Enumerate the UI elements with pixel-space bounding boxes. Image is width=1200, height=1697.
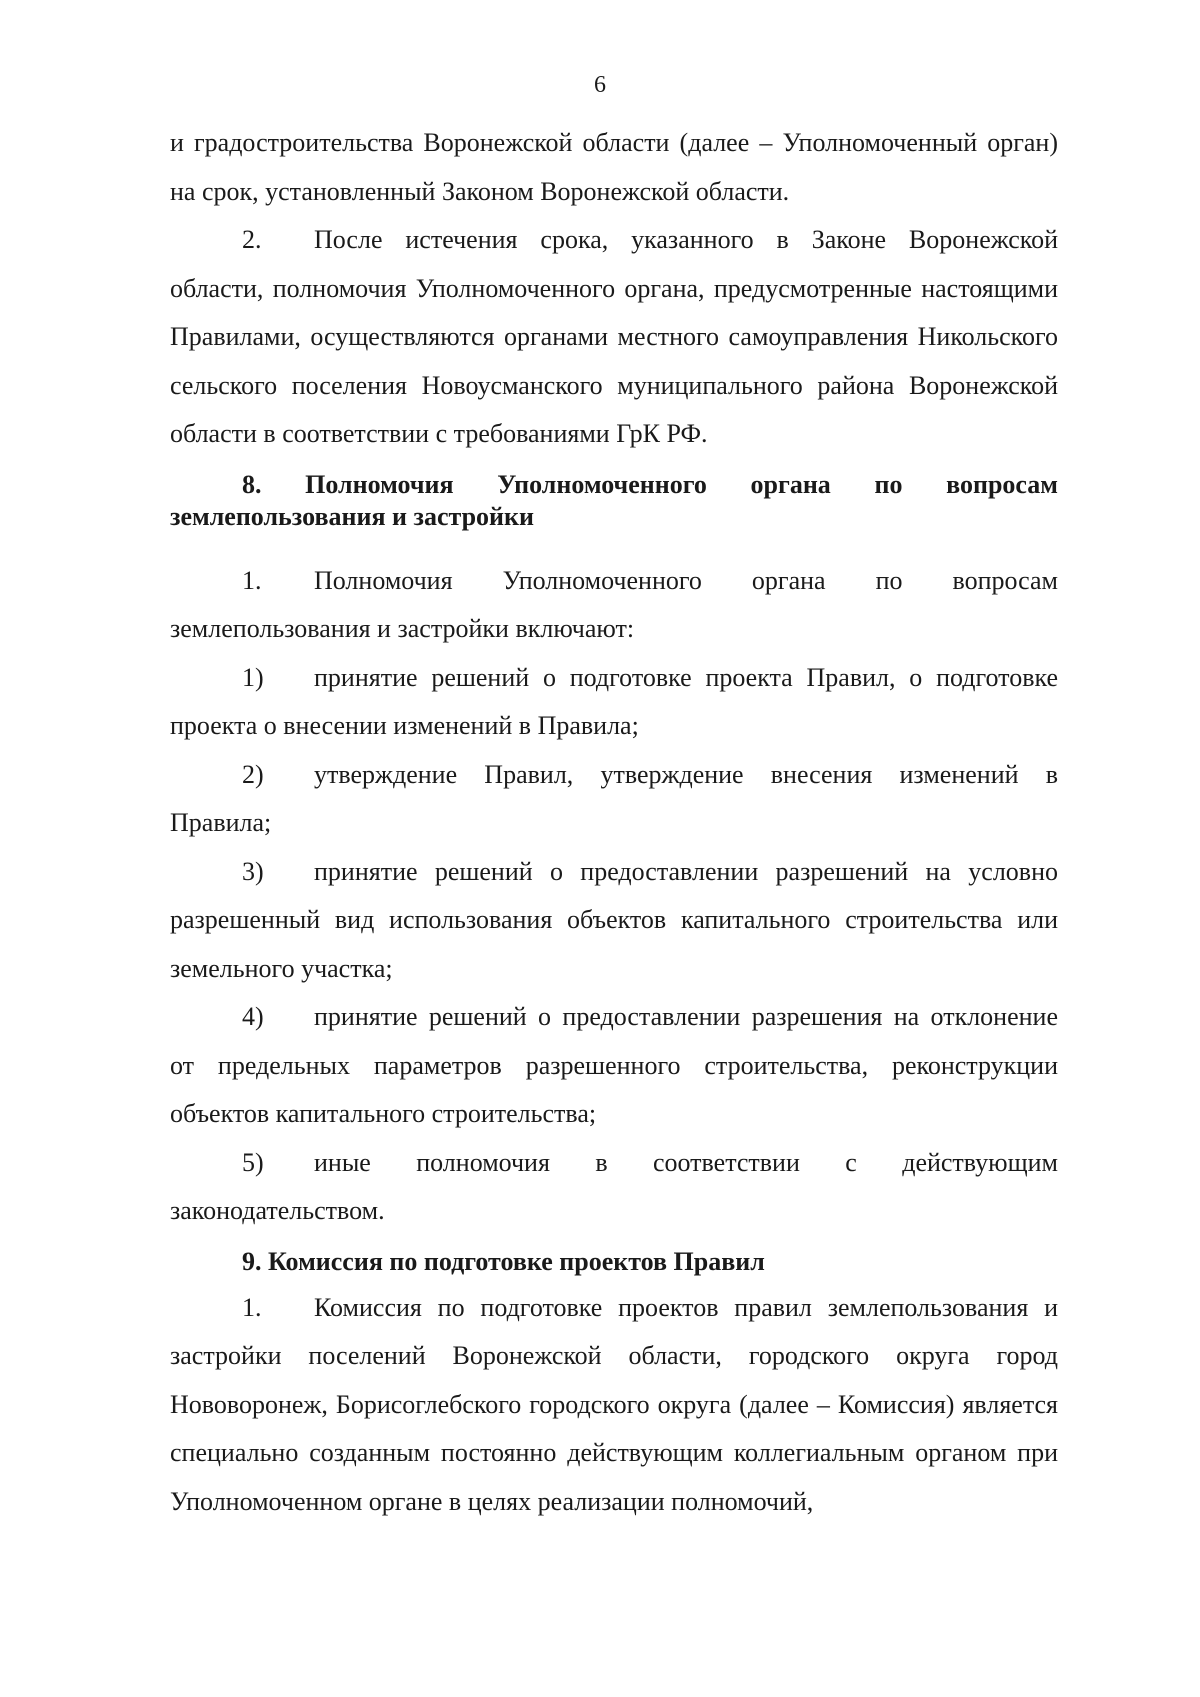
paragraph-continuation	[170, 119, 1058, 216]
paragraph-label: 1.	[242, 565, 262, 595]
document-body	[170, 119, 1058, 1526]
section-8-heading: 8. Полномочия Уполномоченного органа по вопросам землепользования и застройки	[170, 469, 1058, 531]
list-item	[170, 1139, 1058, 1236]
paragraph-item-2	[170, 216, 1058, 459]
section-9-paragraph-1	[170, 1284, 1058, 1527]
list-item	[170, 993, 1058, 1139]
paragraph-label: 1.	[242, 1292, 262, 1322]
list-item-text: принятие решений о предоставлении разрешений на условно разрешенный вид использования объектов капитального строительства или земельного участка;	[170, 856, 1058, 983]
list-item	[170, 848, 1058, 994]
paragraph-text: и градостроительства Воронежской области (далее – Уполномоченный орган) на срок, установленный Законом Воронежской области.	[170, 128, 1058, 206]
list-item	[170, 751, 1058, 848]
list-item	[170, 654, 1058, 751]
list-item-label: 2)	[242, 759, 264, 789]
paragraph-text: Комиссия по подготовке проектов правил землепользования и застройки поселений Воронежской области, городского округа город Нововоронеж, Борисоглебского городского округа (далее – Комиссия) является специально созданным постоянно действующим коллегиальным органом при Уполномоченном органе в целях реализации полномочий,	[170, 1292, 1058, 1516]
section-8-intro	[170, 557, 1058, 654]
paragraph-text: После истечения срока, указанного в Законе Воронежской области, полномочия Уполномоченного органа, предусмотренные настоящими Правилами, осуществляются органами местного самоуправления Никольского сельского поселения Новоусманского муниципального района Воронежской области в соответствии с требованиями ГрК РФ.	[170, 225, 1058, 448]
list-item-label: 3)	[242, 856, 264, 886]
section-9-heading: 9. Комиссия по подготовке проектов Правил	[242, 1246, 765, 1276]
list-item-text: принятие решений о подготовке проекта Правил, о подготовке проекта о внесении изменений в Правила;	[170, 662, 1058, 740]
list-item-label: 5)	[242, 1147, 264, 1177]
list-item-label: 4)	[242, 1002, 264, 1031]
list-item-label: 1)	[242, 662, 264, 692]
paragraph-label: 2.	[242, 225, 262, 254]
list-item-text: иные полномочия в соответствии с действующим законодательством.	[170, 1147, 1058, 1225]
list-item-text: утверждение Правил, утверждение внесения изменений в Правила;	[170, 759, 1058, 837]
list-item-text: принятие решений о предоставлении разрешения на отклонение от предельных параметров разрешенного строительства, реконструкции объектов капитального строительства;	[170, 1002, 1058, 1128]
paragraph-text: Полномочия Уполномоченного органа по вопросам землепользования и застройки включают:	[170, 565, 1058, 643]
page-number: 6	[594, 72, 606, 98]
